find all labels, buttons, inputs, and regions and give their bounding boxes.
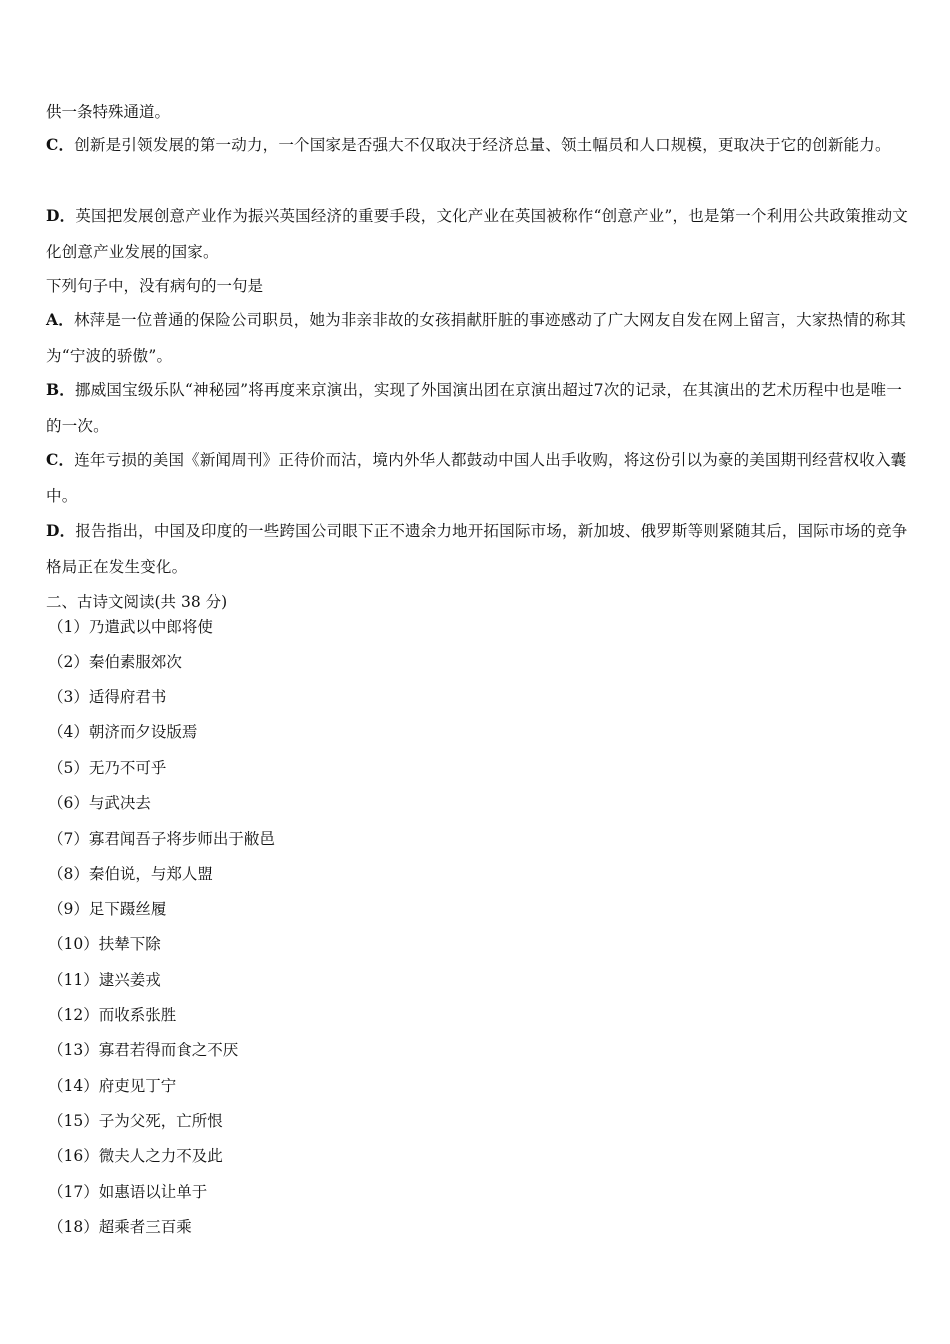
option-text: 林萍是一位普通的保险公司职员，她为非亲非故的女孩捐献肝脏的事迹感动了广大网友自发在网上留言，大家热情的称其为“宁波的骄傲”。 (46, 311, 907, 365)
option-d-q2 (46, 513, 908, 585)
list-item: （3）适得府君书 (48, 688, 167, 706)
option-label: D． (46, 521, 76, 540)
list-item: （12）而收系张胜 (48, 1006, 177, 1024)
option-c-q2 (46, 442, 908, 514)
option-label: A． (46, 310, 74, 329)
option-text: 连年亏损的美国《新闻周刊》正待价而沽，境内外华人都鼓动中国人出手收购，将这份引以为豪的美国期刊经营权收入囊中。 (46, 451, 907, 505)
option-d-q1 (46, 198, 908, 270)
option-text: 挪威国宝级乐队“神秘园”将再度来京演出，实现了外国演出团在京演出超过7次的记录，在其演出的艺术历程中也是唯一的一次。 (46, 381, 903, 435)
list-item: （17）如惠语以让单于 (48, 1183, 208, 1201)
option-label: D． (46, 206, 76, 225)
list-item: （2）秦伯素服郊次 (48, 653, 182, 671)
list-item: （16）微夫人之力不及此 (48, 1147, 223, 1165)
option-label: C． (46, 135, 75, 154)
list-item: （14）府吏见丁宁 (48, 1077, 177, 1095)
option-b-q2 (46, 372, 908, 444)
option-text: 创新是引领发展的第一动力，一个国家是否强大不仅取决于经济总量、领土幅员和人口规模，更取决于它的创新能力。 (74, 136, 891, 154)
list-item: （18）超乘者三百乘 (48, 1218, 192, 1236)
list-item: （5）无乃不可乎 (48, 759, 167, 777)
list-item: （8）秦伯说，与郑人盟 (48, 865, 213, 883)
question-stem: 下列句子中，没有病句的一句是 (46, 277, 264, 295)
list-item: （13）寡君若得而食之不厌 (48, 1041, 239, 1059)
list-item: （10）扶辇下除 (48, 935, 161, 953)
option-label: B． (46, 380, 76, 399)
option-text: 报告指出，中国及印度的一些跨国公司眼下正不遗余力地开拓国际市场，新加坡、俄罗斯等则紧随其后，国际市场的竞争格局正在发生变化。 (46, 522, 908, 576)
continued-text-line: 供一条特殊通道。 (46, 103, 171, 121)
list-item: （1）乃遣武以中郎将使 (48, 618, 213, 636)
list-item: （7）寡君闻吾子将步师出于敝邑 (48, 830, 275, 848)
list-item: （4）朝济而夕设版焉 (48, 723, 198, 741)
option-label: C． (46, 450, 75, 469)
list-item: （11）逮兴姜戎 (48, 971, 161, 989)
option-a-q2 (46, 302, 908, 374)
list-item: （6）与武决去 (48, 794, 151, 812)
list-item: （9）足下蹑丝履 (48, 900, 167, 918)
option-c-q1 (46, 127, 908, 163)
section-title: 二、古诗文阅读(共 38 分) (46, 593, 228, 611)
option-text: 英国把发展创意产业作为振兴英国经济的重要手段，文化产业在英国被称作“创意产业”，也是第一个利用公共政策推动文化创意产业发展的国家。 (46, 207, 908, 261)
list-item: （15）子为父死，亡所恨 (48, 1112, 223, 1130)
